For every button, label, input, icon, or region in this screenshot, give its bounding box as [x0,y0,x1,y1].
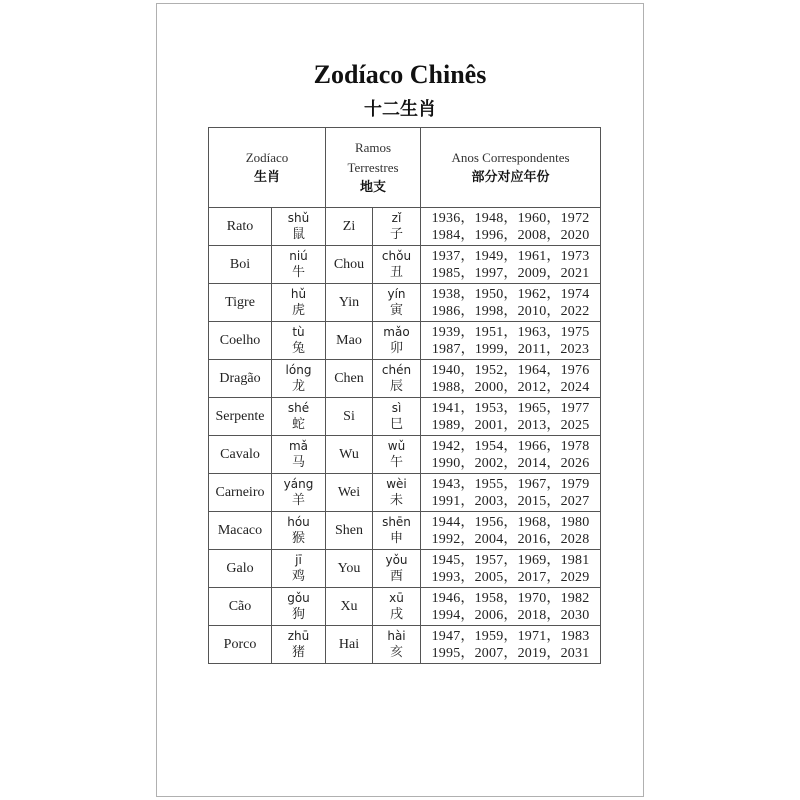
years-line-1: 1937，1949，1961，1973 [431,248,590,264]
table-row [209,208,601,246]
years-line-1: 1946，1958，1970，1982 [431,590,590,606]
years-line-2: 1994，2006，2018，2030 [431,607,590,623]
animal-character: 虎 [291,303,305,318]
table-row [209,474,601,512]
years-line-2: 1989，2001，2013，2025 [431,417,590,433]
branch-name: Chou [326,246,373,284]
branch-name: Xu [326,588,373,626]
animal-pinyin: zhū [287,629,310,643]
branch-name: Shen [326,512,373,550]
animal-name: Rato [209,208,272,246]
branch-character: 未 [389,493,403,508]
header-years [421,128,601,208]
animal-pinyin: hóu [287,515,310,529]
years-line-1: 1940，1952，1964，1976 [431,362,590,378]
table-row [209,588,601,626]
table-row [209,398,601,436]
header-zodiac-pt: Zodíaco [245,149,289,165]
branch-pinyin: wèi [386,477,407,491]
branch-name: Hai [326,626,373,664]
years-cell [421,550,601,588]
branch-name: Si [326,398,373,436]
branch-character: 卯 [389,341,403,356]
years-line-1: 1945，1957，1969，1981 [431,552,590,568]
branch-character: 丑 [389,265,403,280]
header-branches-pt-1: Ramos [354,139,392,155]
branch-chinese [373,398,421,436]
branch-character: 酉 [389,569,403,584]
zodiac-table [208,127,601,664]
header-years-pt: Anos Correspondentes [451,149,570,165]
animal-pinyin: mǎ [288,439,309,453]
branch-pinyin: yín [387,287,406,301]
branch-chinese [373,322,421,360]
branch-character: 戌 [389,607,403,622]
animal-name: Coelho [209,322,272,360]
animal-chinese [272,208,326,246]
animal-character: 狗 [291,607,305,622]
animal-chinese [272,626,326,664]
years-cell [421,474,601,512]
animal-name: Porco [209,626,272,664]
animal-character: 蛇 [291,417,305,432]
branch-pinyin: wǔ [387,439,406,453]
branch-chinese [373,360,421,398]
years-line-2: 1995，2007，2019，2031 [431,645,590,661]
years-cell [421,246,601,284]
animal-name: Macaco [209,512,272,550]
animal-pinyin: shé [287,401,310,415]
animal-pinyin: lóng [285,363,312,377]
animal-pinyin: gǒu [287,591,310,605]
animal-pinyin: hǔ [290,287,307,301]
branch-name: Zi [326,208,373,246]
animal-chinese [272,512,326,550]
animal-chinese [272,398,326,436]
years-line-2: 1993，2005，2017，2029 [431,569,590,585]
years-line-1: 1947，1959，1971，1983 [431,628,590,644]
animal-chinese [272,436,326,474]
header-branches [326,128,421,208]
animal-name: Tigre [209,284,272,322]
animal-name: Boi [209,246,272,284]
table-row [209,360,601,398]
animal-name: Cão [209,588,272,626]
branch-character: 巳 [389,417,403,432]
animal-pinyin: yáng [283,477,314,491]
branch-chinese [373,550,421,588]
years-line-1: 1941，1953，1965，1977 [431,400,590,416]
table-row [209,512,601,550]
branch-chinese [373,512,421,550]
header-years-cn: 部分对应年份 [471,169,550,185]
animal-name: Serpente [209,398,272,436]
animal-character: 鼠 [291,227,305,242]
branch-character: 寅 [389,303,403,318]
animal-character: 猪 [291,645,305,660]
branch-pinyin: mǎo [383,325,410,339]
branch-pinyin: sì [391,401,402,415]
branch-chinese [373,626,421,664]
years-line-1: 1939，1951，1963，1975 [431,324,590,340]
animal-chinese [272,550,326,588]
animal-character: 牛 [291,265,305,280]
years-line-2: 1988，2000，2012，2024 [431,379,590,395]
branch-name: Yin [326,284,373,322]
years-line-2: 1985，1997，2009，2021 [431,265,590,281]
branch-chinese [373,474,421,512]
years-cell [421,360,601,398]
animal-pinyin: shǔ [287,211,310,225]
table-row [209,550,601,588]
header-branches-pt-2: Terrestres [347,159,399,175]
branch-character: 午 [389,455,403,470]
years-cell [421,208,601,246]
branch-chinese [373,284,421,322]
animal-character: 龙 [291,379,305,394]
animal-chinese [272,284,326,322]
table-header-row [209,128,601,208]
table-body [209,208,601,664]
animal-pinyin: niú [289,249,308,263]
years-line-2: 1986，1998，2010，2022 [431,303,590,319]
years-line-2: 1992，2004，2016，2028 [431,531,590,547]
animal-name: Dragão [209,360,272,398]
header-zodiac [209,128,326,208]
animal-character: 猴 [291,531,305,546]
animal-chinese [272,246,326,284]
table-row [209,284,601,322]
branch-character: 子 [389,227,403,242]
years-line-2: 1987，1999，2011，2023 [431,341,590,357]
years-cell [421,322,601,360]
animal-pinyin: jī [295,553,302,567]
page-subtitle: 十二生肖 [364,99,436,120]
branch-chinese [373,208,421,246]
years-line-1: 1944，1956，1968，1980 [431,514,590,530]
years-cell [421,398,601,436]
branch-pinyin: chén [381,363,412,377]
branch-pinyin: zǐ [391,211,402,225]
animal-chinese [272,360,326,398]
years-cell [421,588,601,626]
header-branches-cn: 地支 [359,179,386,195]
branch-chinese [373,588,421,626]
years-line-2: 1990，2002，2014，2026 [431,455,590,471]
branch-name: You [326,550,373,588]
branch-pinyin: chǒu [381,249,412,263]
branch-name: Wu [326,436,373,474]
animal-character: 兔 [291,341,305,356]
animal-character: 马 [291,455,305,470]
branch-character: 亥 [389,645,403,660]
years-line-2: 1984，1996，2008，2020 [431,227,590,243]
table-row [209,626,601,664]
animal-character: 羊 [291,493,305,508]
header-zodiac-cn: 生肖 [253,169,280,185]
branch-pinyin: yǒu [385,553,408,567]
table-row [209,436,601,474]
animal-name: Cavalo [209,436,272,474]
branch-chinese [373,246,421,284]
branch-pinyin: shēn [382,515,411,529]
table-row [209,246,601,284]
years-line-2: 1991，2003，2015，2027 [431,493,590,509]
years-line-1: 1936，1948，1960，1972 [431,210,590,226]
animal-name: Carneiro [209,474,272,512]
years-cell [421,284,601,322]
years-line-1: 1938，1950，1962，1974 [431,286,590,302]
page-title: Zodíaco Chinês [313,60,487,89]
branch-name: Mao [326,322,373,360]
animal-chinese [272,588,326,626]
animal-name: Galo [209,550,272,588]
branch-pinyin: xū [389,591,404,605]
years-cell [421,512,601,550]
branch-name: Chen [326,360,373,398]
years-line-1: 1942，1954，1966，1978 [431,438,590,454]
animal-pinyin: tù [292,325,305,339]
animal-character: 鸡 [291,569,305,584]
branch-pinyin: hài [387,629,406,643]
branch-character: 辰 [389,379,403,394]
years-line-1: 1943，1955，1967，1979 [431,476,590,492]
animal-chinese [272,474,326,512]
years-cell [421,436,601,474]
animal-chinese [272,322,326,360]
branch-character: 申 [389,531,403,546]
branch-name: Wei [326,474,373,512]
branch-chinese [373,436,421,474]
years-cell [421,626,601,664]
table-row [209,322,601,360]
